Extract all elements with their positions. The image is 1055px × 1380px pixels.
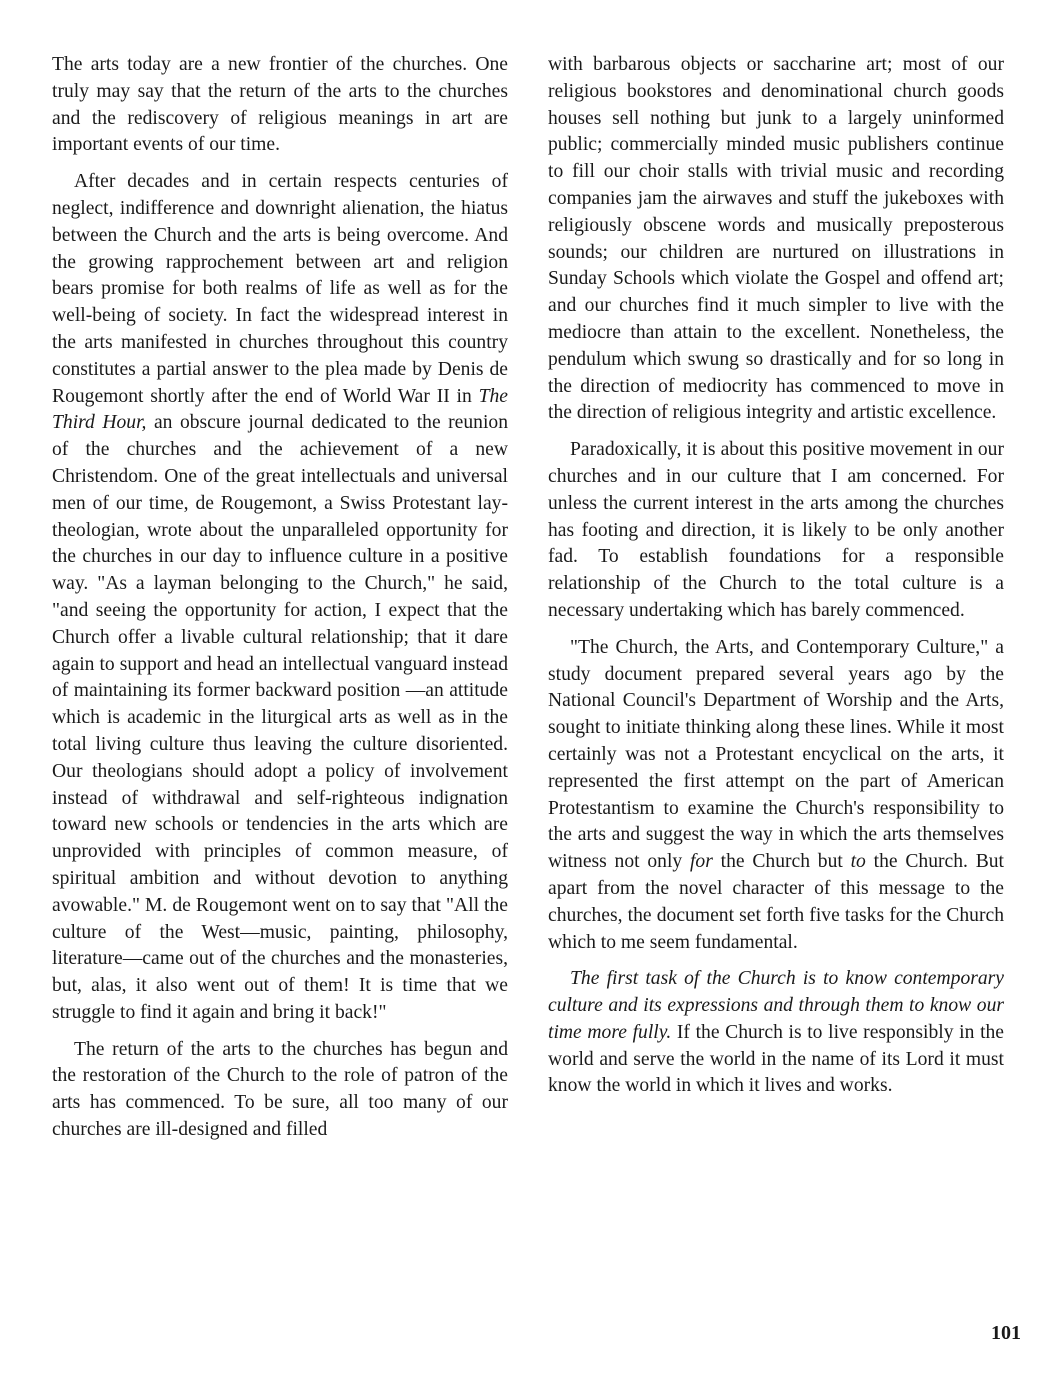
left-paragraph-1: The arts today are a new frontier of the churches. One truly may say that the return of the arts to the churches and the rediscovery of religious meanings in art are important events of our time. bbox=[52, 54, 508, 156]
page-number: 101 bbox=[991, 1322, 1021, 1344]
left-paragraph-3: The return of the arts to the churches has begun and the restoration of the Church to the role of patron of the arts has commenced. To be sure, all too many of our churches are ill-designed and filled bbox=[52, 1038, 508, 1141]
right-paragraph-2: Paradoxically, it is about this positive movement in our churches and in our culture that I am concerned. For unless the current interest in the arts among the churches has footing and direction, it is likely to be only another fad. To establish foundations for a responsible relationship of the Church to the total culture is a necessary undertaking which has barely commenced. bbox=[548, 439, 1004, 621]
right-column bbox=[548, 52, 1004, 1110]
emphasis-to: to bbox=[850, 851, 866, 873]
journal-title: The Third Hour, bbox=[52, 385, 508, 434]
emphasis-for: for bbox=[689, 851, 713, 873]
left-column bbox=[52, 52, 508, 1154]
first-task-statement: The first task of the Church is to know contemporary culture and its expressions and through them to know our time more fully. bbox=[548, 968, 1004, 1043]
right-paragraph-3: "The Church, the Arts, and Contemporary Culture," a study document prepared several years ago by the National Council's Department of Worship and the Arts, sought to initiate thinking along these lines. While it most certainly was not a Protestant encyclical on the arts, it represented the first attempt on the part of American Protestantism to examine the Church's responsibility to the arts and suggest the way in which the arts themselves witness not only for the Church but to the Church. But apart from the novel character of this message to the churches, the document set forth five tasks for the Church which to me seem fundamental. bbox=[548, 636, 1005, 953]
right-paragraph-4: The first task of the Church is to know contemporary culture and its expressions and through them to know our time more fully. If the Church is to live responsibly in the world and serve the world in the name of its Lord it must know the world in which it lives and works. bbox=[548, 968, 1005, 1097]
left-paragraph-2: After decades and in certain respects centuries of neglect, indifference and downright alienation, the hiatus between the Church and the arts is being overcome. And the growing rapprochement between art and religion bears promise for both realms of life as well as for the well-being of society. In fact the widespread interest in the arts manifested in churches throughout this country constitutes a partial answer to the plea made by Denis de Rougemont shortly after the end of World War II in The Third Hour, an obscure journal dedicated to the reunion of the churches and the achievement of a new Christendom. One of the great intellectuals and universal men of our time, de Rougemont, a Swiss Protestant lay-theologian, wrote about the unparalleled opportunity for the churches in our day to influence culture in a positive way. "As a layman belonging to the Church," he said, "and seeing the opportunity for action, I expect that the Church offer a livable cultural relationship; that it dare again to support and head an intellectual vanguard instead of maintaining its former backward position —an attitude which is academic in the liturgical arts as well as in the total living culture thus leaving the culture disoriented. Our theologians should adopt a policy of involvement instead of withdrawal and self-righteous indignation toward new schools or tendencies in the arts which are unprovided with principles of common measure, of spiritual ambition and without devotion to anything avowable." M. de Rougemont went on to say that "All the culture of the West—music, painting, philosophy, literature—came out of the churches and the monasteries, but, alas, it also went out of them! It is time that we struggle to find it again and bring it back!" bbox=[52, 171, 509, 1023]
right-paragraph-1: with barbarous objects or saccharine art; most of our religious bookstores and denominational church goods houses sell nothing but junk to a largely uninformed public; commercially minded music publishers continue to fill our choir stalls with trivial music and recording companies jam the airwaves and stuff the jukeboxes with religiously obscene words and musically preposterous sounds; our children are nurtured on illustrations in Sunday Schools which violate the Gospel and offend art; and our churches find it much simpler to live with the mediocre than attain to the excellent. Nonetheless, the pendulum which swung so drastically and for so long in the direction of mediocrity has commenced to move in the direction of religious integrity and artistic excellence. bbox=[548, 54, 1004, 424]
